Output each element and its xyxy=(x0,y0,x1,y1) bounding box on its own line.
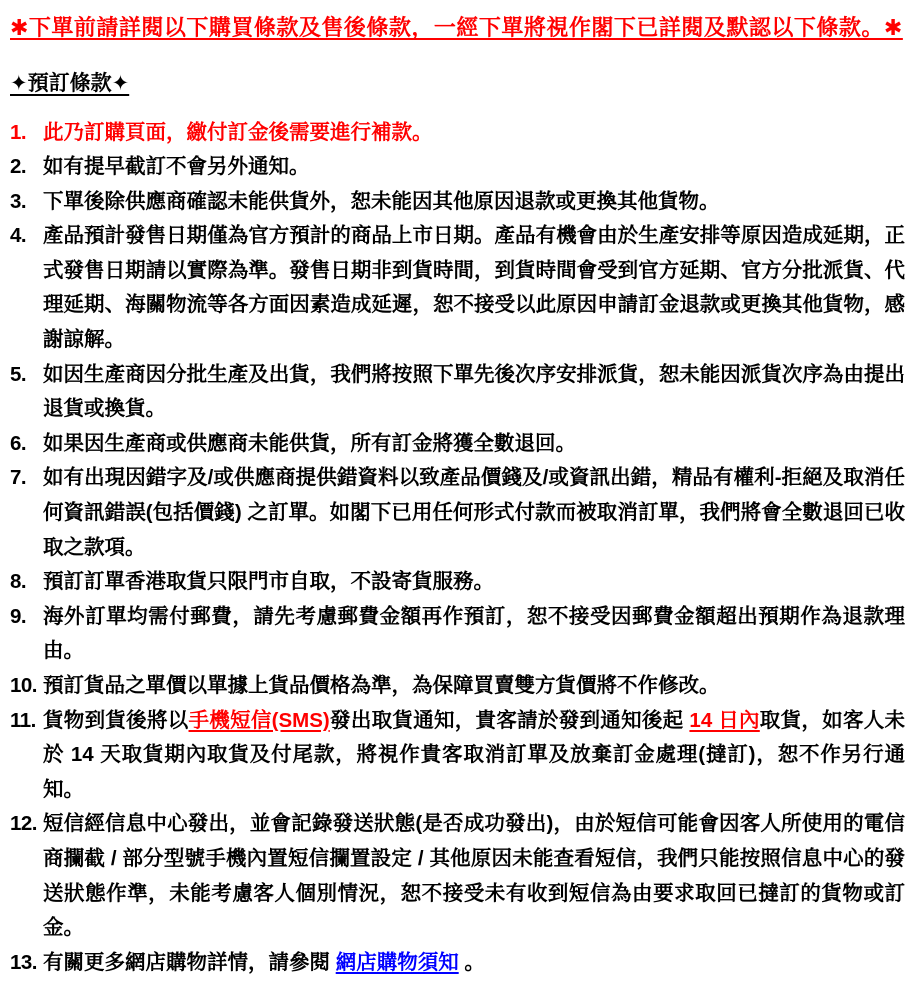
store-shopping-notes-link[interactable]: 網店購物須知 xyxy=(335,950,459,974)
term-item xyxy=(10,116,905,151)
term-number: 8. xyxy=(10,570,27,594)
term-item xyxy=(10,704,905,808)
term-text xyxy=(43,461,905,565)
term-segment: 發出取貨通知，貴客請於發到通知後起 xyxy=(329,708,690,732)
term-segment: 海外訂單均需付郵費，請先考慮郵費金額再作預訂，恕不接受因郵費金額超出預期作為退款理由。 xyxy=(43,604,905,663)
term-text xyxy=(43,669,905,704)
term-segment: 如有出現因錯字及/或供應商提供錯資料以致產品價錢及/或資訊出錯，精品有權利-拒絕及取消任何資訊錯誤(包括價錢) 之訂單。如閣下已用任何形式付款而被取消訂單，我們將會全數退回已收取之款項。 xyxy=(43,466,905,559)
term-number: 11. xyxy=(10,708,36,732)
term-number: 9. xyxy=(10,604,27,628)
term-text xyxy=(43,358,905,427)
term-segment: 預訂貨品之單價以單據上貨品價格為準，為保障買賣雙方貨價將不作修改。 xyxy=(43,674,720,697)
term-segment: 手機短信(SMS) xyxy=(188,708,330,732)
term-segment: 預訂訂單香港取貨只限門市自取，不設寄貨服務。 xyxy=(43,570,494,594)
term-text xyxy=(43,807,905,945)
term-number: 12. xyxy=(10,812,37,836)
term-text xyxy=(43,150,905,185)
term-segment: 。 xyxy=(458,950,485,974)
term-segment: 此乃訂購頁面，繳付訂金後需要進行補款。 xyxy=(43,120,433,144)
term-text xyxy=(43,565,905,600)
term-text xyxy=(43,600,905,669)
term-segment: 取貨，如客人未於 14 天取貨期內取貨及付尾款，將視作貴客取消訂單及放棄訂金處理(撻訂)，恕不作另行通知。 xyxy=(43,708,906,801)
term-item xyxy=(10,358,905,427)
term-segment: 如果因生產商或供應商未能供貨，所有訂金將獲全數退回。 xyxy=(43,431,576,455)
term-text xyxy=(43,704,905,808)
term-number: 2. xyxy=(10,155,27,179)
term-segment: 下單後除供應商確認未能供貨外，恕未能因其他原因退款或更換其他貨物。 xyxy=(43,189,720,213)
term-number: 3. xyxy=(10,189,27,213)
term-item xyxy=(10,461,905,565)
term-item xyxy=(10,219,905,357)
term-item xyxy=(10,946,905,981)
term-number: 4. xyxy=(10,224,27,248)
term-number: 1. xyxy=(10,120,27,144)
term-number: 13. xyxy=(10,950,37,974)
term-text xyxy=(43,427,905,462)
term-number: 7. xyxy=(10,466,27,490)
term-text xyxy=(43,219,905,357)
term-segment: 如有提早截訂不會另外通知。 xyxy=(43,155,310,179)
term-item xyxy=(10,427,905,462)
term-item xyxy=(10,185,905,220)
term-number: 6. xyxy=(10,431,27,455)
terms-list xyxy=(10,116,905,981)
notice-header: ✱下單前請詳閱以下購買條款及售後條款，一經下單將視作閣下已詳閱及默認以下條款。✱ xyxy=(10,15,903,40)
term-item xyxy=(10,600,905,669)
term-segment: 產品預計發售日期僅為官方預計的商品上市日期。產品有機會由於生產安排等原因造成延期，正式發售日期請以實際為準。發售日期非到貨時間，到貨時間會受到官方延期、官方分批派貨、代理延期、海關物流等各方面因素造成延遲，恕不接受以此原因申請訂金退款或更換其他貨物，感謝諒解。 xyxy=(43,224,905,352)
term-number: 5. xyxy=(10,362,27,386)
term-segment: 14 日內 xyxy=(689,708,760,732)
term-item xyxy=(10,669,905,704)
term-text xyxy=(43,185,905,220)
term-segment: 如因生產商因分批生產及出貨，我們將按照下單先後次序安排派貨，恕未能因派貨次序為由提出退貨或換貨。 xyxy=(43,362,905,421)
term-text xyxy=(43,116,905,151)
term-segment: 短信經信息中心發出，並會記錄發送狀態(是否成功發出)，由於短信可能會因客人所使用的電信商攔截 / 部分型號手機內置短信攔置設定 / 其他原因未能查看短信，我們只能按照信息中心的發送狀態作準，未能考慮客人個別情況，恕不接受未有收到短信為由要求取回已撻訂的貨物或訂金。 xyxy=(43,812,905,940)
term-item xyxy=(10,807,905,945)
section-title: ✦預訂條款✦ xyxy=(10,71,130,95)
term-text xyxy=(43,946,905,981)
term-segment: 有關更多網店購物詳情，請參閱 xyxy=(43,950,336,974)
term-item xyxy=(10,565,905,600)
term-item xyxy=(10,150,905,185)
term-segment: 貨物到貨後將以 xyxy=(43,708,189,732)
term-number: 10. xyxy=(10,674,37,697)
